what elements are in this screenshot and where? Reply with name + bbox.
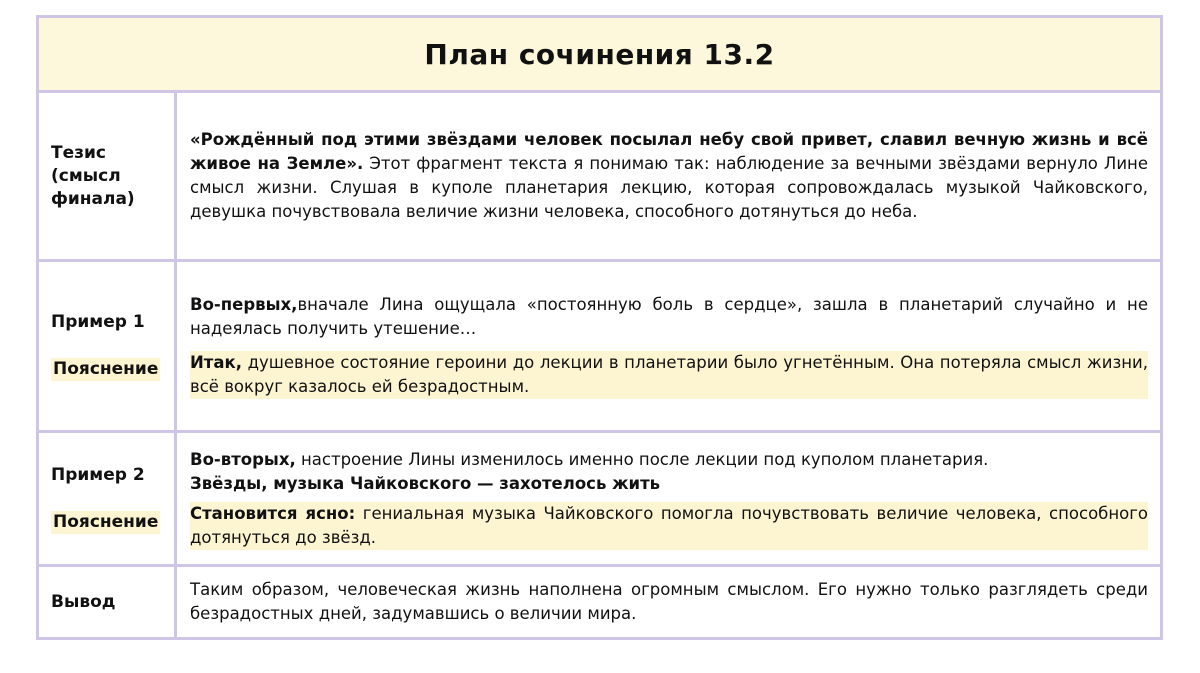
thesis-paragraph <box>190 128 1148 224</box>
thesis-label-line: финала) <box>51 188 135 209</box>
example1-content <box>180 262 1160 430</box>
example1-text: вначале Лина ощущала «постоянную боль в сердце», зашла в планетарий случайно и не надеялась получить утешение… <box>190 295 1148 338</box>
example2-label: Пример 2 <box>51 464 145 485</box>
example2-bold-line <box>190 472 1148 496</box>
example2-explain-text: гениальная музыка Чайковского помогла почувствовать величие человека, способного дотянуться до звёзд. <box>190 503 1148 547</box>
example2-paragraph <box>190 448 1148 472</box>
example2-bold-text: Звёзды, музыка Чайковского — захотелось жить <box>190 473 661 493</box>
thesis-row <box>39 93 1160 262</box>
example2-labels <box>39 433 177 564</box>
example2-row <box>39 433 1160 567</box>
example2-lead: Во-вторых, <box>190 449 296 469</box>
example2-text: настроение Лины изменилось именно после лекции под куполом планетария. <box>295 449 989 469</box>
example1-label: Пример 1 <box>51 312 145 332</box>
example1-explain-text: душевное состояние героини до лекции в планетарии было угнетённым. Она потеряла смысл жизни, всё вокруг казалось ей безрадостным. <box>190 353 1148 396</box>
example2-explain-label: Пояснение <box>53 511 159 532</box>
thesis-quote: «Рождённый под этими звёздами человек посылал небу свой привет, славил вечную жизнь и всё живое на Земле». <box>190 130 1148 173</box>
example1-explain-label: Пояснение <box>53 359 159 379</box>
conclusion-label-text: Вывод <box>51 591 116 612</box>
example1-explain-lead: Итак, <box>190 353 242 372</box>
example1-labels <box>39 262 177 430</box>
example1-explanation <box>190 351 1148 399</box>
thesis-label-line: (смысл <box>51 165 121 186</box>
thesis-content <box>180 93 1160 259</box>
page-title: План сочинения 13.2 <box>424 37 775 71</box>
conclusion-row <box>39 567 1160 637</box>
example2-explanation <box>190 502 1148 550</box>
conclusion-content <box>180 567 1160 637</box>
thesis-label <box>39 93 177 259</box>
example1-row <box>39 262 1160 433</box>
example1-paragraph <box>190 293 1148 341</box>
conclusion-label <box>39 567 177 637</box>
example2-explain-lead: Становится ясно: <box>190 503 356 523</box>
example1-lead: Во-первых, <box>190 295 298 314</box>
thesis-text: Этот фрагмент текста я понимаю так: наблюдение за вечными звёздами вернуло Лине смысл жизни. Слушая в куполе планетария лекцию, которая сопровождалась музыкой Чайковского, девушка почувствовала величие жизни человека, способного дотянуться до неба. <box>190 154 1148 221</box>
essay-plan-table <box>36 15 1163 640</box>
conclusion-text: Таким образом, человеческая жизнь наполнена огромным смыслом. Его нужно только разглядеть среди безрадостных дней, задумавшись о величии мира. <box>190 580 1148 623</box>
title-row <box>39 18 1160 93</box>
thesis-label-line: Тезис <box>51 142 106 163</box>
example2-content <box>180 433 1160 564</box>
